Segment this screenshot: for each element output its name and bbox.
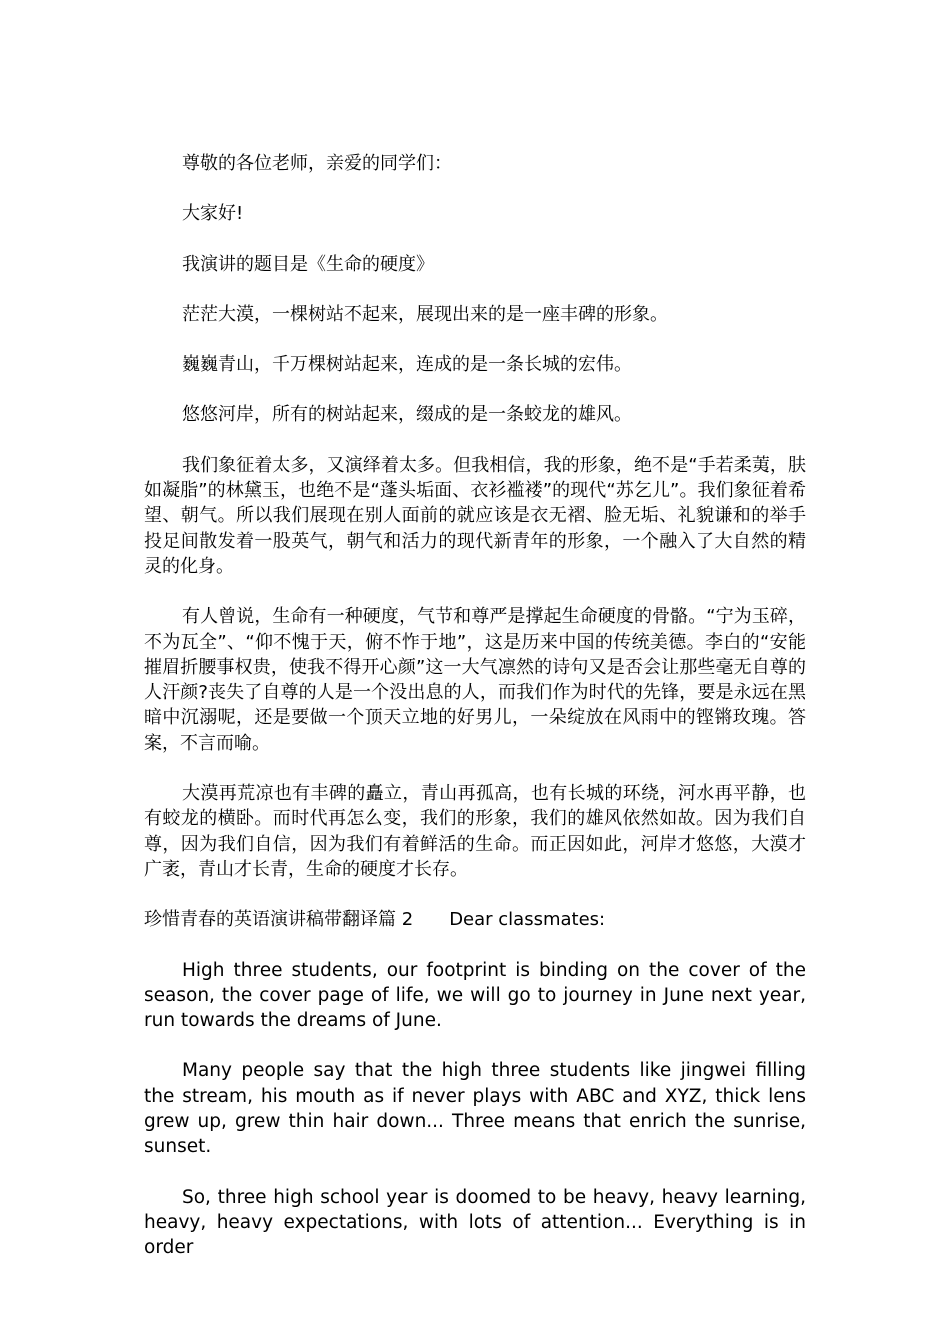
- paragraph: 有人曾说，生命有一种硬度，气节和尊严是撑起生命硬度的骨骼。“宁为玉碎，不为瓦全”、“仰不愧于天，俯不怍于地”，这是历来中国的传统美德。李白的“安能摧眉折腰事权贵，使我不得开心颜”这一大气凛然的诗句又是否会让那些毫无自尊的人汗颜?丧失了自尊的人是一个没出息的人，而我们作为时代的先锋，要是永远在黑暗中沉溺呢，还是要做一个顶天立地的好男儿，一朵绽放在风雨中的铿锵玫瑰。答案，不言而喻。: [144, 606, 806, 754]
- document-body: [144, 151, 806, 1286]
- speech-title-line: 我演讲的题目是《生命的硬度》: [182, 253, 434, 275]
- section-greeting: Dear classmates:: [449, 909, 606, 931]
- section-heading-line: [144, 907, 806, 932]
- paragraph: 我们象征着太多，又演绎着太多。但我相信，我的形象，绝不是“手若柔荑，肤如凝脂”的林黛玉，也绝不是“蓬头垢面、衣衫褴褛”的现代“苏乞儿”。我们象征着希望、朝气。所以我们展现在别人面前的就应该是衣无褶、脸无垢、礼貌谦和的举手投足间散发着一股英气，朝气和活力的现代新青年的形象，一个融入了大自然的精灵的化身。: [144, 454, 806, 577]
- section-heading: 珍惜青春的英语演讲稿带翻译篇 2: [144, 909, 414, 931]
- paragraph: 茫茫大漠，一棵树站不起来，展现出来的是一座丰碑的形象。: [182, 303, 668, 325]
- greeting: 大家好!: [182, 203, 244, 225]
- english-paragraph: Many people say that the high three students like jingwei filling the stream, his mouth as if never plays with ABC and XYZ, thick lens grew up, grew thin hair down... Three means that enrich the sunrise, sunset.: [144, 1060, 806, 1158]
- paragraph: 大漠再荒凉也有丰碑的矗立，青山再孤高，也有长城的环绕，河水再平静，也有蛟龙的横卧。而时代再怎么变，我们的形象，我们的雄风依然如故。因为我们自尊，因为我们自信，因为我们有着鲜活的生命。而正因如此，河岸才悠悠，大漠才广袤，青山才长青，生命的硬度才长存。: [144, 783, 806, 880]
- english-paragraph: So, three high school year is doomed to be heavy, heavy learning, heavy, heavy expectations, with lots of attention... Everything is in order: [144, 1186, 806, 1259]
- paragraph: 悠悠河岸，所有的树站起来，缀成的是一条蛟龙的雄风。: [182, 404, 632, 426]
- english-paragraph: High three students, our footprint is binding on the cover of the season, the cover page of life, we will go to journey in June next year, run towards the dreams of June.: [144, 959, 806, 1032]
- paragraph: 巍巍青山，千万棵树站起来，连成的是一条长城的宏伟。: [182, 354, 632, 376]
- salutation: 尊敬的各位老师，亲爱的同学们：: [182, 153, 452, 174]
